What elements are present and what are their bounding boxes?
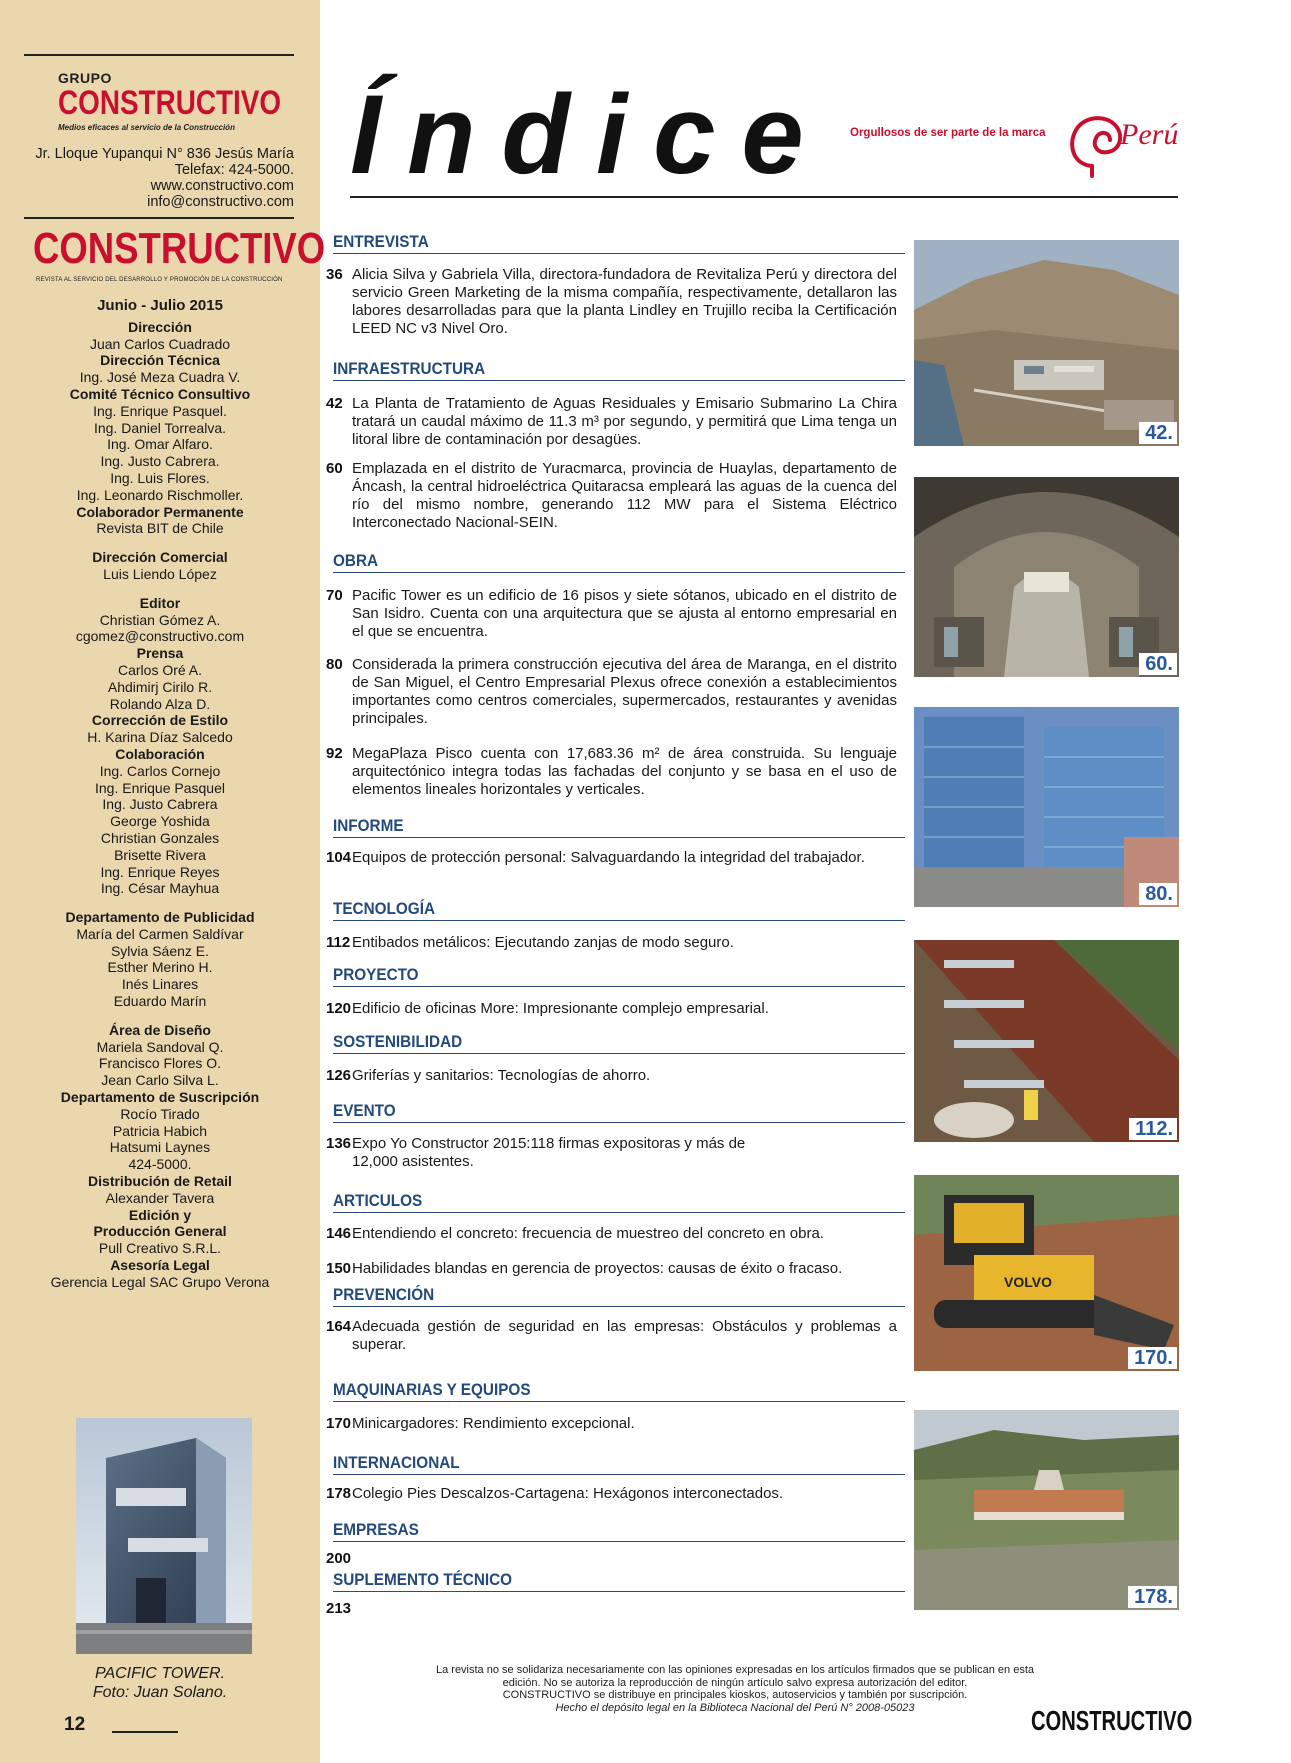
- masthead-name: Inés Linares: [121, 976, 199, 993]
- masthead-block: [0, 1257, 320, 1291]
- disclaimer-line: La revista no se solidariza necesariamente con las opiniones expresadas en los artículos firmados que se publican en esta: [435, 1664, 1034, 1676]
- masthead-role: Producción General: [93, 1223, 227, 1240]
- section-title: ARTICULOS: [333, 1191, 423, 1210]
- header-divider: [350, 196, 1178, 198]
- masthead-name: Christian Gómez A.: [99, 611, 221, 628]
- entry-summary: Griferías y sanitarios: Tecnologías de ahorro.: [352, 1067, 651, 1084]
- toc-entry[interactable]: [326, 1067, 897, 1085]
- address-block: [24, 146, 294, 210]
- tunnel-image: [914, 477, 1179, 677]
- entry-page-number: 92: [326, 745, 343, 762]
- skid-steer-image: [914, 1175, 1179, 1371]
- entry-page-number: 112: [326, 934, 351, 951]
- section-heading: [333, 1570, 905, 1592]
- masthead-name: Ahdimirj Cirilo R.: [107, 678, 213, 695]
- section-rule: [333, 1212, 905, 1213]
- masthead-role: Asesoría Legal: [110, 1257, 210, 1274]
- masthead-name: Ing. José Meza Cuadra V.: [79, 369, 241, 386]
- footer-logo: CONSTRUCTIVO: [1031, 1705, 1193, 1736]
- entry-page-number: 150: [326, 1260, 352, 1277]
- entry-page-number: 178: [326, 1485, 352, 1502]
- masthead-name: Gerencia Legal SAC Grupo Verona: [50, 1273, 270, 1290]
- masthead-role: Departamento de Suscripción: [60, 1089, 260, 1106]
- brand-tagline: Orgullosos de ser parte de la marca: [850, 127, 1046, 139]
- toc-entry[interactable]: [326, 934, 897, 952]
- masthead-block: [0, 549, 320, 583]
- masthead-name: Jean Carlo Silva L.: [101, 1072, 219, 1089]
- section-title: INTERNACIONAL: [333, 1453, 460, 1472]
- page-number-rule: [112, 1731, 178, 1733]
- photo-80: [914, 707, 1179, 907]
- section-rule: [333, 920, 905, 921]
- entry-page-number: 170: [326, 1415, 352, 1432]
- masthead-role: Dirección: [128, 318, 192, 335]
- masthead-role: Departamento de Publicidad: [65, 909, 255, 926]
- entry-summary: Entibados metálicos: Ejecutando zanjas de modo seguro.: [352, 934, 734, 951]
- cover-caption-credit: Foto: Juan Solano.: [92, 1684, 228, 1701]
- photo-170: [914, 1175, 1179, 1371]
- section-rule: [333, 986, 905, 987]
- masthead-name: Ing. Omar Alfaro.: [107, 436, 213, 453]
- masthead-name: Hatsumi Laynes: [109, 1139, 211, 1156]
- entry-page-number: 104: [326, 849, 352, 866]
- toc-entry[interactable]: [326, 1485, 897, 1503]
- entry-page-number: 146: [326, 1225, 352, 1242]
- masthead-name: Luis Liendo López: [103, 565, 217, 582]
- masthead-role: Corrección de Estilo: [91, 712, 229, 729]
- masthead-role: Comité Técnico Consultivo: [69, 385, 251, 402]
- section-heading: [333, 551, 905, 573]
- toc-entry[interactable]: [326, 1225, 897, 1243]
- masthead-name: Rolando Alza D.: [109, 695, 211, 712]
- masthead-name: H. Karina Díaz Salcedo: [87, 729, 233, 746]
- section-rule: [333, 1591, 905, 1592]
- masthead-name: Patricia Habich: [112, 1122, 208, 1139]
- entry-page-number: 42: [326, 395, 343, 412]
- entry-summary: Adecuada gestión de seguridad en las empresas: Obstáculos y problemas a superar.: [352, 1318, 897, 1353]
- email-link[interactable]: info@constructivo.com: [147, 194, 294, 210]
- section-heading: [333, 1453, 905, 1475]
- section-heading: [333, 1380, 905, 1402]
- phone-line: Telefax: 424-5000.: [174, 162, 294, 178]
- entry-summary: La Planta de Tratamiento de Aguas Residuales y Emisario Submarino La Chira tratará un caudal máximo de 11.3 m³ por segundo, y permitirá que Lima tenga un litoral libre de contaminación por desagües.: [352, 395, 897, 448]
- section-heading: [333, 1101, 905, 1123]
- section-heading: [333, 1032, 905, 1054]
- section-title: PREVENCIÓN: [333, 1285, 435, 1304]
- toc-entry[interactable]: [326, 395, 897, 449]
- masthead-name: Mariela Sandoval Q.: [96, 1038, 224, 1055]
- section-rule: [333, 1306, 905, 1307]
- section-rule: [333, 1401, 905, 1402]
- section-rule: [333, 253, 905, 254]
- masthead-name: Francisco Flores O.: [98, 1055, 222, 1072]
- masthead-block: [0, 595, 320, 645]
- masthead-role: Colaboración: [115, 745, 205, 762]
- masthead-role: Edición y: [128, 1206, 192, 1223]
- peru-brand-logo: [1062, 104, 1192, 178]
- masthead-role: Área de Diseño: [109, 1021, 211, 1038]
- masthead-name: Ing. Justo Cabrera.: [100, 453, 220, 470]
- photo-112: [914, 940, 1179, 1142]
- school-image: [914, 1410, 1179, 1610]
- toc-entry[interactable]: [326, 1135, 897, 1171]
- section-heading: [333, 965, 905, 987]
- section-rule: [333, 837, 905, 838]
- section-title: SUPLEMENTO TÉCNICO: [333, 1570, 513, 1589]
- section-rule: [333, 572, 905, 573]
- masthead-name: Ing. Carlos Cornejo: [99, 762, 221, 779]
- masthead-role: Colaborador Permanente: [76, 503, 244, 520]
- masthead-name: Ing. Enrique Pasquel.: [93, 402, 227, 419]
- masthead-name: Rocío Tirado: [120, 1105, 200, 1122]
- masthead-role: Dirección Comercial: [92, 549, 228, 566]
- toc-entry[interactable]: [326, 1415, 897, 1433]
- masthead-block: [0, 1022, 320, 1089]
- entry-summary: MegaPlaza Pisco cuenta con 17,683.36 m² de área construida. Su lenguaje arquitectónico integra todas las fachadas del conjunto y se basa en el uso de elementos lineales horizontales y verticales.: [352, 745, 897, 798]
- section-title: OBRA: [333, 551, 379, 570]
- entry-summary: Entendiendo el concreto: frecuencia de muestreo del concreto en obra.: [352, 1225, 824, 1242]
- masthead-role: Dirección Técnica: [100, 352, 220, 369]
- entry-page-number: 136: [326, 1135, 352, 1152]
- masthead-block: [0, 746, 320, 897]
- masthead-name: Ing. Leonardo Rischmoller.: [76, 486, 244, 503]
- masthead-name: Ing. César Mayhua: [100, 880, 220, 897]
- masthead-name: Ing. Enrique Pasquel: [95, 779, 225, 796]
- masthead-name: George Yoshida: [110, 813, 210, 830]
- group-logo-small: GRUPO: [58, 70, 112, 86]
- peru-logo-text: Perú: [1120, 118, 1179, 151]
- masthead-name: Christian Gonzales: [100, 829, 220, 846]
- section-heading: [333, 1285, 905, 1307]
- section-title: SOSTENIBILIDAD: [333, 1032, 463, 1051]
- photo-ref-label: 170.: [1128, 1347, 1177, 1369]
- cover-caption-title: PACIFIC TOWER.: [94, 1665, 226, 1682]
- magazine-logo: CONSTRUCTIVO: [33, 224, 326, 273]
- masthead-role: Editor: [139, 594, 181, 611]
- divider: [24, 54, 294, 56]
- masthead-block: [0, 319, 320, 353]
- entry-page-number: 120: [326, 1000, 352, 1017]
- masthead-block: [0, 645, 320, 712]
- website-link[interactable]: www.constructivo.com: [150, 178, 294, 194]
- group-logo: CONSTRUCTIVO: [58, 84, 282, 122]
- section-title: ENTREVISTA: [333, 232, 429, 251]
- magazine-tagline: REVISTA AL SERVICIO DEL DESARROLLO Y PROMOCIÓN DE LA CONSTRUCCIÓN: [36, 277, 283, 283]
- address-line: Jr. Lloque Yupanqui N° 836 Jesús María: [35, 146, 294, 162]
- masthead-name: 424-5000.: [128, 1156, 192, 1173]
- section-rule: [333, 1541, 905, 1542]
- masthead-block: [0, 1089, 320, 1173]
- section-title: TECNOLOGÍA: [333, 899, 436, 918]
- cover-caption: [0, 1664, 320, 1702]
- entry-summary: Considerada la primera construcción ejecutiva del área de Maranga, en el distrito de San Miguel, el Centro Empresarial Plexus ofrece conexión a establecimientos importantes como centros comerciales, supermercados, restaurantes y avenidas principales.: [352, 656, 897, 727]
- masthead-name: Brisette Rivera: [114, 846, 206, 863]
- entry-page-number: 36: [326, 266, 343, 283]
- toc-entry[interactable]: [326, 460, 897, 532]
- entry-page-number[interactable]: 200: [326, 1550, 352, 1567]
- toc-entry[interactable]: [326, 1000, 897, 1018]
- masthead-name: Revista BIT de Chile: [96, 520, 224, 537]
- entry-page-number: 70: [326, 587, 343, 604]
- page-title: Índice: [350, 72, 830, 197]
- masthead-role: Prensa: [136, 645, 184, 662]
- section-heading: [333, 359, 905, 381]
- section-heading: [333, 1191, 905, 1213]
- masthead-block: [0, 1173, 320, 1207]
- masthead-name: Ing. Luis Flores.: [110, 469, 210, 486]
- toc-entry[interactable]: [326, 587, 897, 641]
- page-number: 12: [64, 1714, 86, 1735]
- legal-disclaimer: [390, 1664, 1080, 1714]
- divider: [24, 217, 294, 219]
- photo-60: [914, 477, 1179, 677]
- photo-ref-label: 80.: [1139, 883, 1177, 905]
- masthead-block: [0, 712, 320, 746]
- section-title: EMPRESAS: [333, 1520, 419, 1539]
- entry-page-number: 164: [326, 1318, 352, 1335]
- entry-summary: Equipos de protección personal: Salvaguardando la integridad del trabajador.: [352, 849, 865, 866]
- photo-178: [914, 1410, 1179, 1610]
- section-rule: [333, 1474, 905, 1475]
- sidebar: [0, 0, 326, 1763]
- masthead: [0, 298, 320, 1291]
- masthead-name: Esther Merino H.: [107, 959, 213, 976]
- masthead-name: María del Carmen Saldívar: [76, 925, 244, 942]
- pacific-tower-image: [76, 1418, 252, 1654]
- masthead-name: Alexander Tavera: [105, 1189, 215, 1206]
- entry-summary: Emplazada en el distrito de Yuracmarca, provincia de Huaylas, departamento de Áncash, la central hidroeléctrica Quitaracsa empleará las aguas de la cuenca del río del mismo nombre, generando 112 MW para el Sistema Eléctrico Interconectado Nacional-SEIN.: [352, 460, 897, 531]
- group-tagline: Medios eficaces al servicio de la Construcción: [58, 123, 235, 132]
- masthead-name: Carlos Oré A.: [117, 661, 203, 678]
- svg-text:VOLVO: VOLVO: [1004, 1274, 1052, 1290]
- toc-entry[interactable]: [326, 849, 897, 867]
- section-title: INFRAESTRUCTURA: [333, 359, 486, 378]
- section-rule: [333, 1053, 905, 1054]
- entry-summary: Pacific Tower es un edificio de 16 pisos y siete sótanos, ubicado en el distrito de San Isidro. Cuenta con una arquitectura que se ajusta al entorno empresarial en el que se encuentra.: [352, 587, 897, 640]
- disclaimer-line: CONSTRUCTIVO se distribuye en principales kioskos, autoservicios y también por suscripción.: [502, 1689, 968, 1701]
- entry-page-number: 80: [326, 656, 343, 673]
- masthead-name: Sylvia Sáenz E.: [110, 942, 210, 959]
- section-title: EVENTO: [333, 1101, 396, 1120]
- section-rule: [333, 380, 905, 381]
- entry-summary: Expo Yo Constructor 2015:118 firmas expositoras y más de 12,000 asistentes.: [352, 1135, 746, 1170]
- masthead-name: Ing. Justo Cabrera: [102, 796, 218, 813]
- office-tower-image: [914, 707, 1179, 907]
- masthead-name[interactable]: cgomez@constructivo.com: [75, 628, 245, 645]
- section-heading: [333, 816, 905, 838]
- section-heading: [333, 899, 905, 921]
- entry-page-number: 126: [326, 1067, 352, 1084]
- masthead-name: Ing. Enrique Reyes: [100, 863, 220, 880]
- section-title: PROYECTO: [333, 965, 419, 984]
- issue-date: Junio - Julio 2015: [97, 297, 223, 314]
- section-heading: [333, 232, 905, 254]
- toc-entry[interactable]: [326, 745, 897, 799]
- masthead-block: [0, 1207, 320, 1257]
- masthead-block: [0, 386, 320, 504]
- masthead-block: [0, 909, 320, 1010]
- section-rule: [333, 1122, 905, 1123]
- masthead-role: Distribución de Retail: [88, 1173, 232, 1190]
- entry-summary: Habilidades blandas en gerencia de proyectos: causas de éxito o fracaso.: [352, 1260, 843, 1277]
- entry-page-number[interactable]: 213: [326, 1600, 352, 1617]
- photo-42: [914, 240, 1179, 446]
- photo-ref-label: 112.: [1129, 1118, 1177, 1140]
- staff-list: [0, 319, 320, 1291]
- section-heading: [333, 1520, 905, 1542]
- cover-photo: [76, 1418, 252, 1654]
- treatment-plant-image: [914, 240, 1179, 446]
- photo-ref-label: 178.: [1128, 1586, 1177, 1608]
- entry-summary: Colegio Pies Descalzos-Cartagena: Hexágonos interconectados.: [352, 1485, 784, 1502]
- section-title: MAQUINARIAS Y EQUIPOS: [333, 1380, 531, 1399]
- disclaimer-line: edición. No se autoriza la reproducción de ningún artículo salvo expresa autorización del editor.: [502, 1676, 968, 1689]
- toc-entry[interactable]: [326, 656, 897, 728]
- legal-deposit-line: Hecho el depósito legal en la Biblioteca Nacional del Perú N° 2008-05023: [555, 1701, 915, 1714]
- masthead-name: Eduardo Marín: [113, 993, 207, 1010]
- toc-entry[interactable]: [326, 266, 897, 338]
- trench-shoring-image: [914, 940, 1179, 1142]
- toc-entry[interactable]: [326, 1318, 897, 1354]
- section-title: INFORME: [333, 816, 404, 835]
- masthead-name: Pull Creativo S.R.L.: [98, 1240, 222, 1257]
- entry-page-number: 60: [326, 460, 343, 477]
- photo-ref-label: 60.: [1139, 653, 1177, 675]
- entry-summary: Minicargadores: Rendimiento excepcional.: [352, 1415, 635, 1432]
- masthead-name: Ing. Daniel Torrealva.: [93, 419, 227, 436]
- photo-ref-label: 42.: [1139, 422, 1177, 444]
- masthead-name: Juan Carlos Cuadrado: [89, 335, 231, 352]
- entry-summary: Alicia Silva y Gabriela Villa, directora-fundadora de Revitaliza Perú y directora del servicio Green Marketing de la misma compañía, respectivamente, detallaron las labores desarrolladas para que la planta Lindley en Trujillo reciba la Certificación LEED NC v3 Nivel Oro.: [352, 266, 897, 337]
- masthead-block: [0, 352, 320, 386]
- entry-summary: Edificio de oficinas More: Impresionante complejo empresarial.: [352, 1000, 769, 1017]
- toc-entry[interactable]: [326, 1260, 897, 1278]
- masthead-block: [0, 504, 320, 538]
